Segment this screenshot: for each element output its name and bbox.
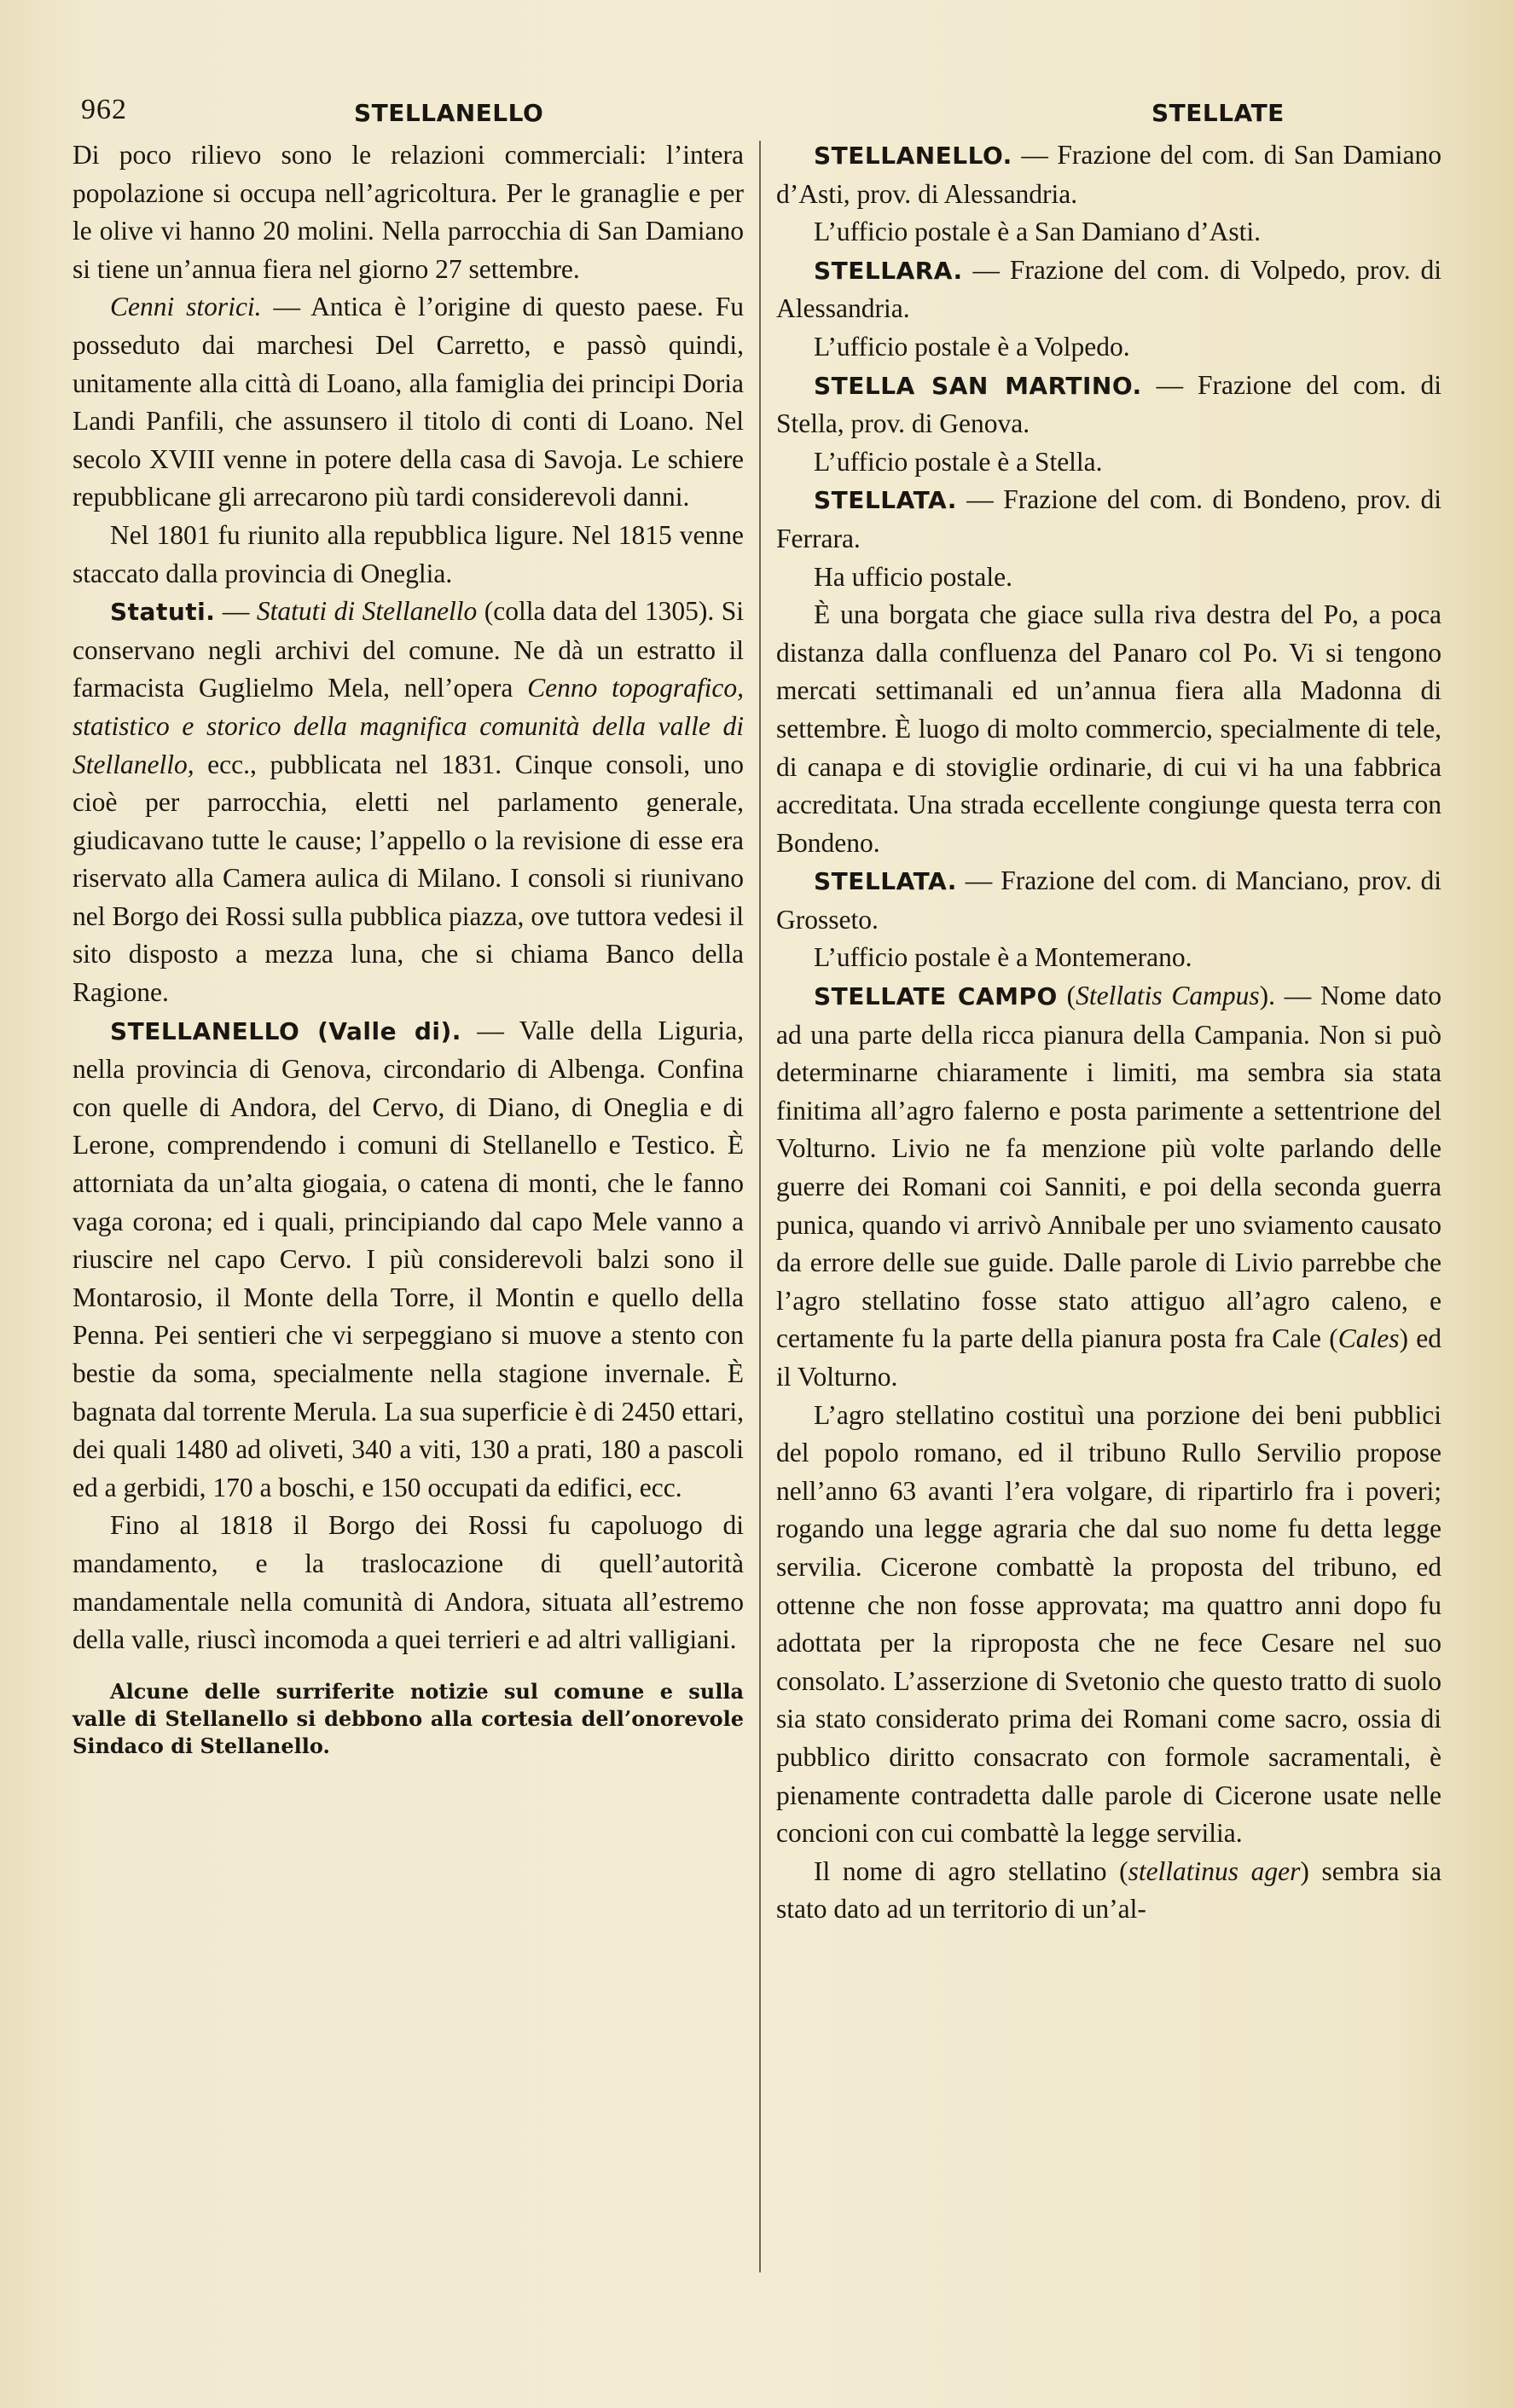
entry-text: — Frazione del com. di Volpedo, prov. di Alessandria.	[776, 254, 1441, 324]
entry-text: Ha ufficio postale.	[814, 561, 1012, 592]
section-heading: Cenni storici.	[110, 292, 262, 322]
entry-text: L’ufficio postale è a Montemerano.	[814, 942, 1192, 973]
entry-text: — Frazione del com. di Bondeno, prov. di Ferrara.	[776, 484, 1441, 553]
entry	[776, 328, 1441, 367]
entry-text: L’ufficio postale è a Stella.	[814, 446, 1103, 477]
entry-text: — Frazione del com. di Stella, prov. di Genova.	[776, 369, 1442, 439]
paragraph-text: — Valle della Liguria, nella provincia di Genova, circondario di Albenga. Confina con quelle di Andora, del Cervo, di Diano, di Oneglia e di Lerone, comprendendo i comuni di Stellanello e Testico. È attorniata da un’alta giogaia, o catena di monti, che le fanno vaga corona; ed i quali, principiando dal capo Mele vanno a riuscire nel capo Cervo. I più considerevoli balzi sono il Montarosio, il Monte della Torre, il Montin e quello della Penna. Pei sentieri che vi serpeggiano si muove a stento con bestie da soma, specialmente nella stagione invernale. È bagnata dal torrente Merula. La sua superficie è di 2450 ettari, dei quali 1480 ad oliveti, 340 a viti, 130 a prati, 180 a pascoli ed a gerbidi, 170 a boschi, e 150 occupati da edifici, ecc.	[73, 1015, 744, 1502]
entry	[776, 559, 1441, 597]
latin-name: stellatinus ager	[1128, 1855, 1301, 1886]
footnote: Alcune delle surriferite notizie sul comune e sulla valle di Stellanello si debbono alla cortesia dell’onorevole Sindaco di Stellanello.	[73, 1678, 744, 1758]
entry-heading: STELLA SAN MARTINO.	[814, 371, 1142, 400]
separator: —	[215, 596, 257, 627]
entry	[776, 1397, 1441, 1853]
entry-heading: STELLANELLO.	[814, 142, 1012, 170]
entry-text: L’ufficio postale è a Volpedo.	[814, 331, 1130, 362]
entry	[776, 939, 1441, 977]
right-running-head: STELLATE	[1151, 99, 1285, 127]
entry	[776, 596, 1441, 862]
paragraph-text: Di poco rilievo sono le relazioni commerciali: l’intera popolazione si occupa nell’agricoltura. Per le granaglie e per le olive vi hanno 20 molini. Nella parrocchia di San Damiano si tiene un’annua fiera nel giorno 27 settembre.	[73, 140, 744, 284]
entry	[776, 1853, 1441, 1929]
entry-heading: STELLARA.	[814, 256, 963, 285]
entry	[776, 443, 1441, 482]
entry	[776, 862, 1441, 939]
entry-heading: STELLATA.	[814, 867, 957, 896]
column-divider	[759, 141, 761, 2272]
paragraph-text: — Antica è l’origine di questo paese. Fu posseduto dai marchesi Del Carretto, e passò quindi, unitamente alla città di Loano, alla famiglia dei principi Doria Landi Panfili, che assunsero il titolo di conti di Loano. Nel secolo XVIII venne in potere della casa di Savoja. Le schiere repubblicane gli arrecarono più tardi considerevoli danni.	[73, 292, 745, 512]
left-column	[73, 136, 744, 1760]
entry	[776, 213, 1441, 252]
latin-name: Cales	[1337, 1323, 1400, 1354]
paragraph	[73, 1012, 744, 1508]
entry-text: È una borgata che giace sulla riva destra del Po, a poca distanza dalla confluenza del Panaro col Po. Vi si tengono mercati settimanali ed un’annua fiera alla Madonna di settembre. È luogo di molto commercio, specialmente di tele, di canapa e di stoviglie ordinarie, di cui vi ha una fabbrica accreditata. Una strada eccellente congiunge questa terra con Bondeno.	[776, 599, 1441, 858]
entry-text: ) sembra sia stato dato ad un territorio di un’al-	[776, 1855, 1441, 1925]
entry	[776, 481, 1441, 558]
entry	[776, 977, 1441, 1397]
entry-text: — Frazione del com. di San Damiano d’Asti, prov. di Alessandria.	[776, 140, 1441, 209]
entry-text: ). — Nome dato ad una parte della ricca pianura della Campania. Non si può determinarne chiaramente i limiti, ma sembra sia stata finitima all’agro falerno e posta parimente a settentrione del Volturno. Livio ne fa menzione più volte parlando delle guerre dei Romani coi Sanniti, e poi della seconda guerra punica, quando vi arrivò Annibale per uno sviamento causato da errore delle sue guide. Dalle parole di Livio parrebbe che l’agro stellatino fosse stato attiguo all’agro caleno, e certamente fu la parte della pianura posta fra Cale (	[776, 981, 1442, 1354]
entry-heading: STELLATA.	[814, 486, 957, 515]
entry-text: L’ufficio postale è a San Damiano d’Asti.	[814, 217, 1262, 247]
paragraph	[73, 593, 744, 1012]
page-number: 962	[81, 94, 127, 125]
entry-heading: STELLANELLO (Valle di).	[110, 1016, 461, 1045]
paragraph	[73, 136, 744, 288]
paragraph-text: (colla data del 1305). Si conservano negli archivi del comune. Ne dà un estratto il farmacista Guglielmo Mela, nell’opera	[73, 596, 745, 703]
entry-heading: STELLATE CAMPO	[814, 982, 1058, 1011]
paragraph-text: Nel 1801 fu riunito alla repubblica ligure. Nel 1815 venne staccato dalla provincia di Oneglia.	[73, 519, 744, 588]
paragraph-text: Fino al 1818 il Borgo dei Rossi fu capoluogo di mandamento, e la traslocazione di quell’autorità mandamentale nella comunità di Andora, situata all’estremo della valle, riuscì incomoda a quei terrieri e ad altri valligiani.	[73, 1510, 744, 1655]
entry-text: Il nome di agro stellatino (	[814, 1855, 1128, 1886]
entry	[776, 252, 1441, 328]
latin-name: Stellatis Campus	[1076, 981, 1260, 1011]
right-column	[776, 136, 1441, 1929]
paragraph	[73, 517, 744, 593]
entry-text: ) ed il Volturno.	[776, 1323, 1441, 1392]
entry	[776, 136, 1441, 213]
work-title: Cenno topografico, statistico e storico della magnifica comunità della valle di Stellanello,	[73, 673, 744, 779]
entry	[776, 367, 1441, 443]
paragraph	[73, 288, 744, 517]
entry-text: — Frazione del com. di Manciano, prov. di Grosseto.	[776, 865, 1441, 935]
entry-text: L’agro stellatino costituì una porzione dei beni pubblici del popolo romano, ed il tribuno Rullo Servilio propose nell’anno 63 avanti l’era volgare, di ripartirlo fra i poveri; rogando una legge agraria che dal suo nome fu detta legge servilia. Cicerone combattè la proposta del tribuno, ed ottenne che non fosse approvata; ma quattro anni dopo fu adottata per la riproposta che ne fece Cesare nel suo consolato. L’asserzione di Svetonio che questo tratto di suolo sia stato considerato prima dei Romani come sacro, ossia di pubblico diritto consacrato con formole sacramentali, è pienamente contradetta dalle parole di Cicerone usate nelle concioni con cui combattè la legge servilia.	[776, 1399, 1441, 1849]
section-heading: Statuti.	[110, 598, 216, 627]
paragraph-text: ecc., pubblicata nel 1831. Cinque consoli, uno cioè per parrocchia, eletti nel parlamento generale, giudicavano tutte le cause; l’appello o la revisione di esse era riservato alla Camera aulica di Milano. I consoli si riunivano nel Borgo dei Rossi sulla pubblica piazza, ove tuttora vedesi il sito disposto a mezza luna, che si chiama Banco della Ragione.	[73, 749, 744, 1008]
running-header	[81, 94, 1446, 136]
work-title: Statuti di Stellanello	[256, 596, 478, 627]
entry-text: (	[1057, 981, 1076, 1011]
left-running-head: STELLANELLO	[354, 99, 544, 127]
paragraph	[73, 1507, 744, 1658]
